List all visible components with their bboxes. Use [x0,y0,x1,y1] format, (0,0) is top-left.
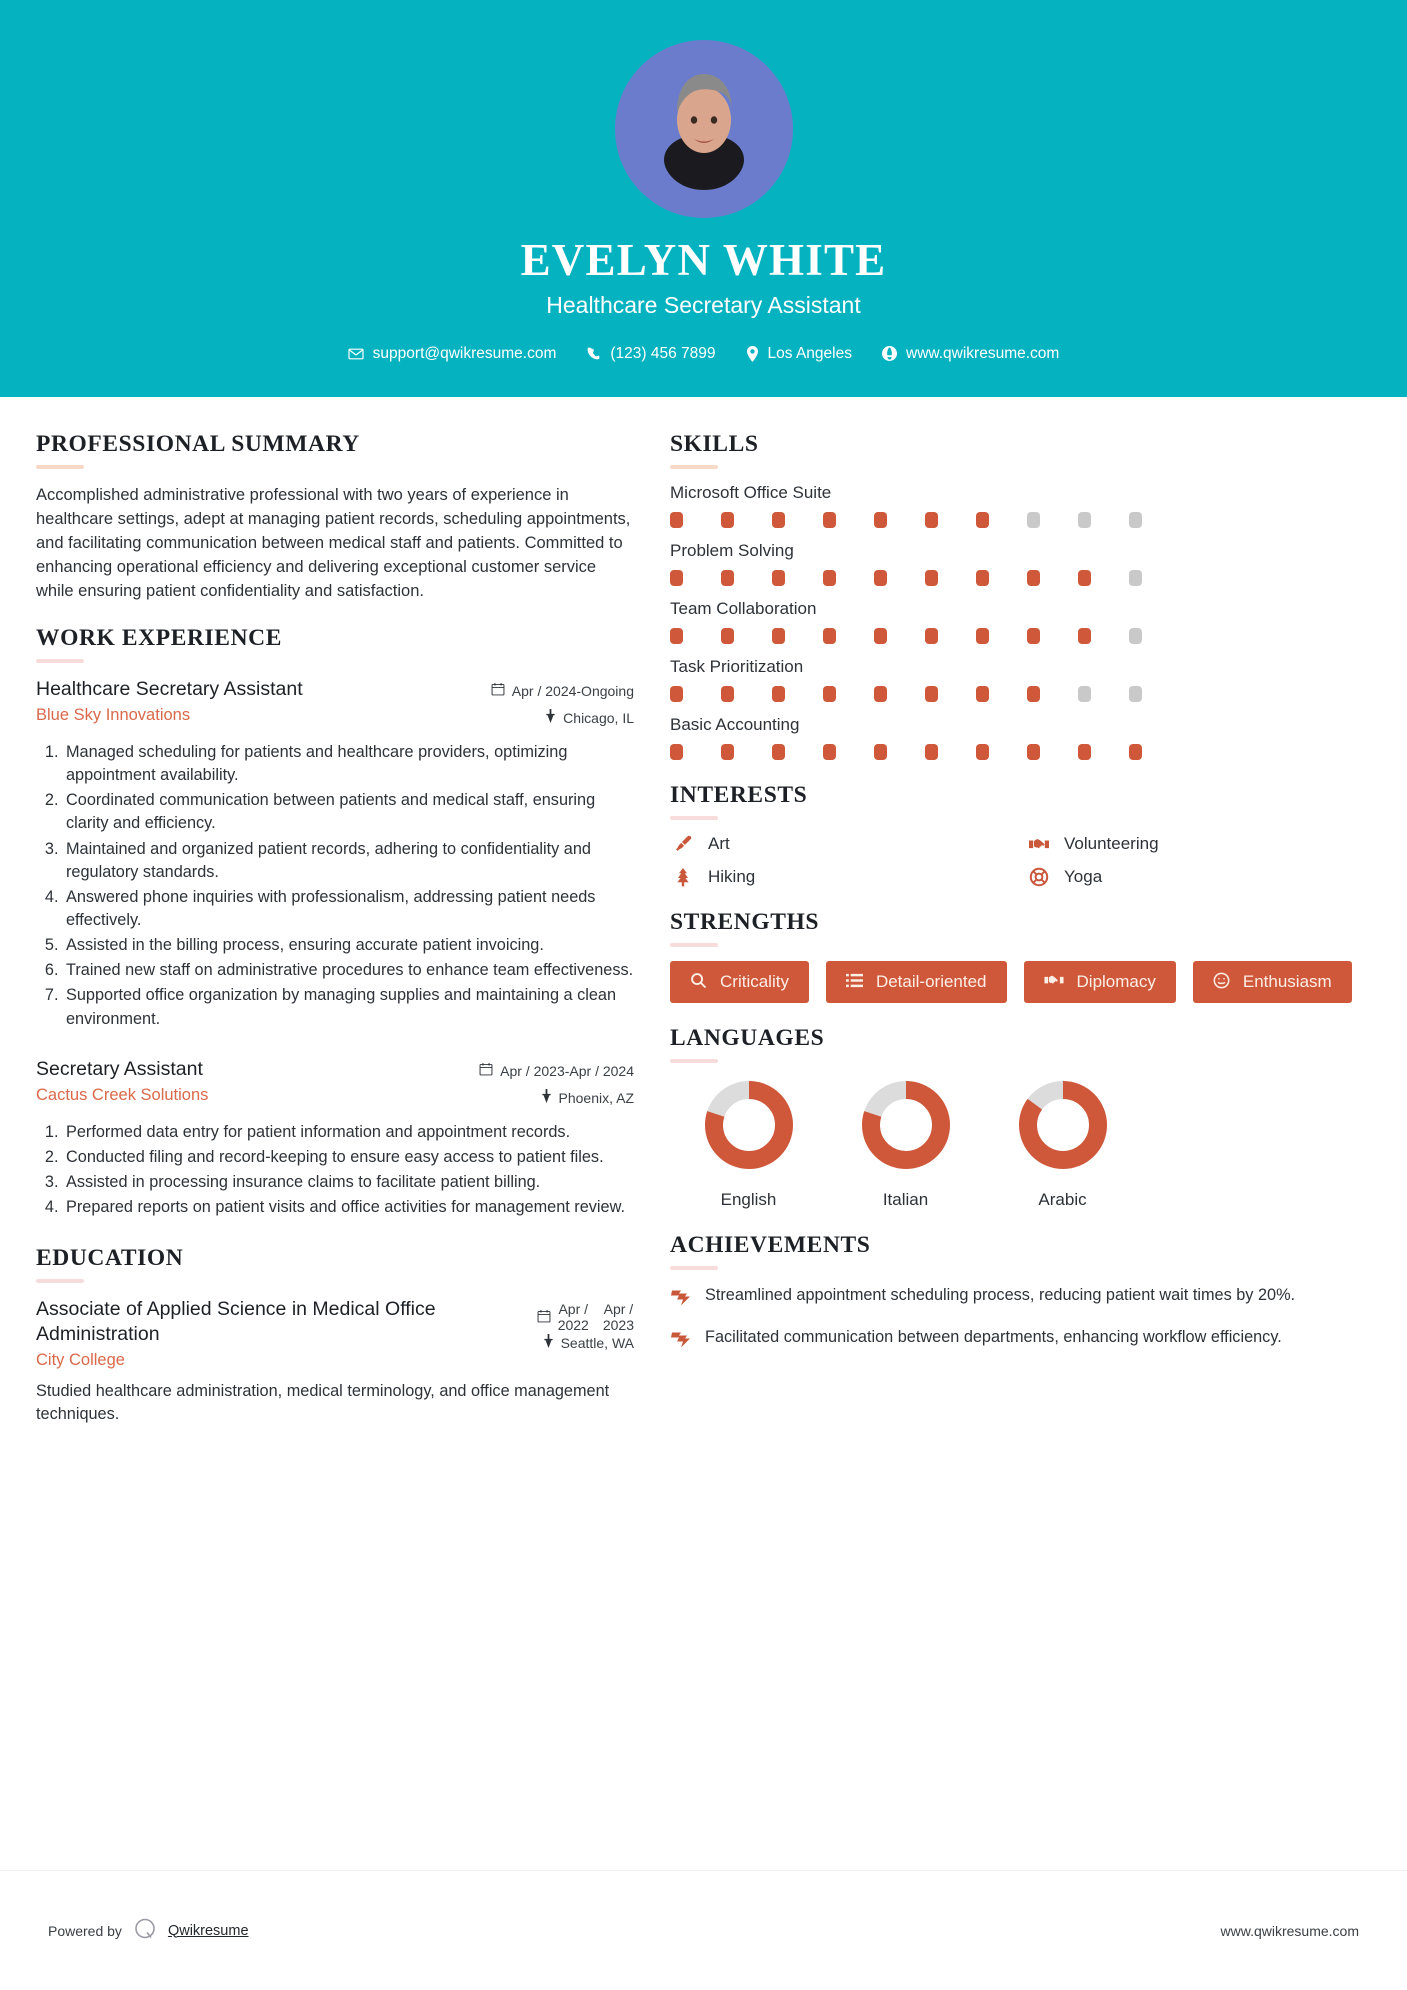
strength-badge-enthusiasm [1193,961,1352,1003]
section-strengths [670,909,1370,1003]
summary-heading: PROFESSIONAL SUMMARY [36,430,360,457]
job-title: Healthcare Secretary Assistant [546,291,861,318]
skill-dot-filled [823,570,836,586]
education-date-start [558,1301,589,1333]
list-item: 7. Supported office organization by managing supplies and maintaining a clean environment. [63,984,634,1030]
skill-item [670,599,1370,644]
contact-location-text: Los Angeles [767,344,852,362]
skill-dot-filled [1027,686,1040,702]
education-dates [537,1301,634,1333]
powered-by-label: Powered by [48,1922,122,1939]
list-item: 2. Coordinated communication between patients and medical staff, ensuring clarity and efficiency. [63,789,634,835]
list-icon [846,972,863,992]
skill-dot-filled [976,744,989,760]
star-badge-icon [670,1284,692,1312]
skill-dot-filled [721,628,734,644]
footer [0,1870,1407,1990]
work-entry [36,1057,634,1220]
skill-dot-filled [772,512,785,528]
list-item: 3. Maintained and organized patient records, adhering to confidentiality and regulatory standards. [63,838,634,884]
skill-rating [670,570,1370,586]
tree-icon [670,867,696,887]
summary-text: Accomplished administrative professional with two years of experience in healthcare settings, adept at managing patient records, scheduling appointments, and facilitating communication between medical staff and patients. Committed to enhancing operational efficiency and delivering exceptional customer service while ensuring patient confidentiality and satisfaction. [36,485,631,600]
section-languages [670,1025,1370,1210]
skill-dot-filled [721,686,734,702]
skill-item [670,657,1370,702]
skill-dot-filled [976,512,989,528]
skill-dot-filled [670,512,683,528]
location-pin-icon [746,346,759,362]
skill-dot-filled [823,686,836,702]
interests-grid [670,834,1370,887]
resume-header [0,0,1407,397]
left-column [36,431,634,1453]
skill-label: Team Collaboration [670,598,817,618]
section-divider [670,1266,718,1270]
skill-dot-filled [772,686,785,702]
skill-dot-filled [1027,628,1040,644]
interest-item [1026,867,1370,887]
skill-dot-empty [1129,512,1142,528]
interest-label: Art [708,833,730,853]
language-label: Italian [882,1189,929,1209]
work-dates-text: Apr / 2023-Apr / 2024 [500,1062,634,1079]
skill-dot-filled [925,512,938,528]
work-heading: WORK EXPERIENCE [36,624,282,651]
skill-dot-filled [874,512,887,528]
skill-dot-filled [721,512,734,528]
skill-rating [670,744,1370,760]
list-item: 3. Assisted in processing insurance claims to facilitate patient billing. [63,1171,634,1194]
education-date-end-month: Apr / [603,1301,634,1318]
strength-badge-detail-oriented [826,961,1007,1003]
interest-item [670,867,1014,887]
paintbrush-icon [670,834,696,854]
search-icon [690,972,707,992]
skill-dot-filled [772,744,785,760]
qwikresume-link[interactable]: Qwikresume [167,1922,249,1939]
skill-dot-filled [1129,744,1142,760]
map-pin-icon [545,708,556,729]
calendar-icon [491,681,505,702]
list-item: 2. Conducted filing and record-keeping to ensure easy access to patient files. [63,1146,634,1169]
section-divider [36,659,84,663]
skill-dot-filled [772,570,785,586]
envelope-icon [348,346,364,362]
handshake-icon [1026,834,1052,854]
language-label: English [720,1189,777,1209]
work-dates [491,681,634,702]
work-company: Cactus Creek Solutions [36,1085,209,1104]
section-professional-summary [36,431,634,603]
achievements-heading: ACHIEVEMENTS [670,1231,871,1258]
skill-dot-filled [670,744,683,760]
resume-body [0,397,1407,1453]
strengths-list [670,961,1370,1003]
skills-heading: SKILLS [670,430,759,457]
contact-phone-text: (123) 456 7899 [610,344,716,362]
right-column [670,431,1370,1376]
work-entry [36,677,634,1031]
section-education [36,1245,634,1426]
skill-dot-filled [823,744,836,760]
skill-dot-filled [1078,628,1091,644]
list-item: 4. Prepared reports on patient visits and office activities for management review. [63,1196,634,1219]
list-item: 1. Performed data entry for patient information and appointment records. [63,1121,634,1144]
skill-item [670,715,1370,760]
strength-label: Enthusiasm [1242,972,1332,992]
achievement-text: Facilitated communication between departments, enhancing workflow efficiency. [705,1327,1282,1346]
skill-item [670,483,1370,528]
language-donut-chart [858,1077,954,1173]
contact-email-text: support@qwikresume.com [372,344,557,362]
map-pin-icon [541,1088,552,1109]
section-divider [36,1279,84,1283]
contact-location [746,345,852,363]
lifebuoy-icon [1026,867,1052,887]
skill-dot-filled [976,570,989,586]
education-heading: EDUCATION [36,1245,184,1272]
strength-badge-criticality [670,961,809,1003]
avatar-photo-icon [615,40,793,218]
skill-dot-filled [925,744,938,760]
contact-website-text: www.qwikresume.com [906,344,1060,362]
section-skills [670,431,1370,760]
language-label: Arabic [1038,1189,1087,1209]
skill-label: Basic Accounting [670,714,800,734]
section-achievements [670,1232,1370,1354]
skill-dot-filled [823,512,836,528]
skill-dot-filled [721,744,734,760]
list-item: 4. Answered phone inquiries with professionalism, addressing patient needs effectively. [63,886,634,932]
contact-row [0,345,1407,363]
contact-email[interactable] [348,345,557,363]
education-date-start-month: Apr / [558,1301,589,1318]
work-bullets [36,1121,634,1220]
section-interests [670,782,1370,887]
skill-label: Microsoft Office Suite [670,482,832,502]
languages-heading: LANGUAGES [670,1024,825,1051]
section-divider [670,1059,718,1063]
language-donut-chart [1015,1077,1111,1173]
language-item [670,1077,827,1210]
skill-label: Task Prioritization [670,656,804,676]
section-divider [36,465,84,469]
contact-phone[interactable] [586,345,715,363]
contact-website[interactable] [882,345,1059,363]
skill-dot-filled [874,686,887,702]
skill-dot-filled [721,570,734,586]
phone-icon [586,346,601,361]
skill-dot-filled [925,570,938,586]
language-item [984,1077,1141,1210]
skill-item [670,541,1370,586]
skill-label: Problem Solving [670,540,794,560]
avatar [615,40,793,218]
work-company: Blue Sky Innovations [36,705,191,724]
skill-dot-filled [1027,744,1040,760]
education-date-end-year: 2023 [602,1317,634,1334]
skill-dot-empty [1078,686,1091,702]
education-school: City College [36,1351,125,1370]
qwikresume-logo-icon [132,1916,158,1945]
page-title: EVELYN WHITE [520,235,887,285]
work-location-text: Phoenix, AZ [558,1089,634,1106]
section-divider [670,816,718,820]
powered-by [48,1916,249,1945]
skill-rating [670,686,1370,702]
map-pin-icon [543,1333,554,1354]
strength-label: Criticality [720,972,789,992]
calendar-icon [479,1061,493,1082]
skill-dot-filled [1078,744,1091,760]
language-donut-chart [701,1077,797,1173]
smiley-icon [1213,972,1230,992]
work-dates [479,1061,634,1082]
section-work-experience [36,625,634,1219]
skill-dot-filled [874,744,887,760]
list-item: 5. Assisted in the billing process, ensuring accurate patient invoicing. [63,934,634,957]
section-divider [670,943,718,947]
skill-dot-filled [1027,570,1040,586]
interest-label: Volunteering [1064,833,1159,853]
skill-dot-empty [1027,512,1040,528]
work-location [491,708,634,729]
education-degree: Associate of Applied Science in Medical Office Administration [36,1298,436,1346]
work-role: Secretary Assistant [36,1057,203,1080]
skill-rating [670,512,1370,528]
skill-dot-filled [874,628,887,644]
skill-dot-filled [925,686,938,702]
skill-dot-empty [1129,570,1142,586]
globe-icon [882,346,897,361]
strength-label: Detail-oriented [875,972,987,992]
skill-rating [670,628,1370,644]
education-location-text: Seattle, WA [560,1335,634,1352]
work-bullets [36,741,634,1031]
skill-dot-filled [874,570,887,586]
skill-dot-filled [823,628,836,644]
footer-url: www.qwikresume.com [1220,1922,1359,1939]
skill-dot-empty [1129,628,1142,644]
skill-dot-filled [670,570,683,586]
section-divider [670,465,718,469]
skill-dot-filled [976,686,989,702]
star-badge-icon [670,1326,692,1354]
list-item: 6. Trained new staff on administrative procedures to enhance team effectiveness. [63,959,634,982]
work-location-text: Chicago, IL [563,709,634,726]
education-description: Studied healthcare administration, medical terminology, and office management techniques. [36,1382,610,1424]
interest-item [670,834,1014,854]
interests-heading: INTERESTS [670,781,808,808]
work-dates-text: Apr / 2024-Ongoing [511,682,634,699]
education-location [537,1333,634,1354]
language-item [827,1077,984,1210]
work-role: Healthcare Secretary Assistant [36,677,303,700]
work-location [479,1088,634,1109]
education-entry [36,1297,634,1426]
achievement-item [670,1284,1370,1312]
skill-dot-filled [925,628,938,644]
achievement-item [670,1326,1370,1354]
skill-dot-empty [1129,686,1142,702]
list-item: 1. Managed scheduling for patients and healthcare providers, optimizing appointment availability. [63,741,634,787]
interest-item [1026,834,1370,854]
interest-label: Hiking [708,866,756,886]
strength-badge-diplomacy [1024,961,1176,1003]
skill-dot-filled [1078,570,1091,586]
calendar-icon [537,1309,551,1326]
handshake-icon [1044,972,1064,992]
skill-dot-filled [670,686,683,702]
interest-label: Yoga [1064,866,1103,886]
skill-dot-empty [1078,512,1091,528]
strength-label: Diplomacy [1076,972,1156,992]
skill-dot-filled [670,628,683,644]
education-date-start-year: 2022 [557,1317,589,1334]
achievement-text: Streamlined appointment scheduling process, reducing patient wait times by 20%. [705,1285,1296,1304]
skill-dot-filled [976,628,989,644]
strengths-heading: STRENGTHS [670,908,820,935]
education-date-end [603,1301,634,1333]
skill-dot-filled [772,628,785,644]
skills-list [670,483,1370,760]
languages-row [670,1077,1370,1210]
